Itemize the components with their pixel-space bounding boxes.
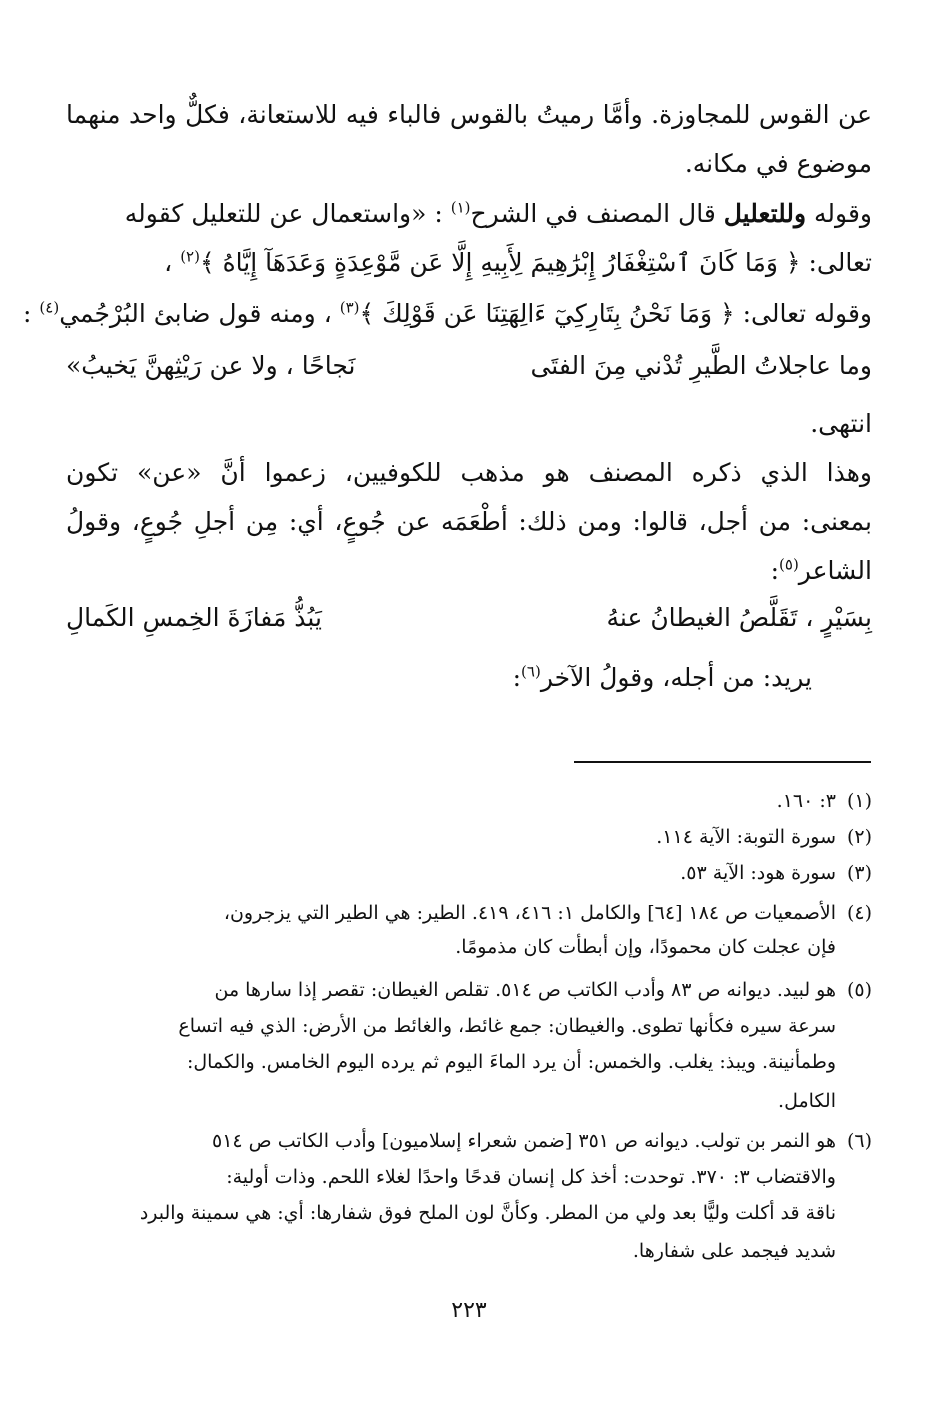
body-line (6, 658, 812, 698)
footnote-ref: (١) (450, 198, 471, 217)
footnote-ref: (٥) (779, 555, 799, 574)
body-text: : (770, 556, 780, 585)
body-text: ، ومنه قول ضابئ البُرْجُمي (59, 299, 332, 328)
body-text: : «واستعمال عن للتعليل كقوله (124, 199, 443, 228)
footnote-continuation: شديد فيجمد على شفارها. (632, 1240, 836, 1262)
verse-hemistich-left: نَجاحًا ، ولا عن رَيْثِهنَّ يَخيبُ» (66, 351, 356, 380)
footnote-continuation: الكامل. (778, 1090, 836, 1112)
body-line: عن القوس للمجاوزة. وأمَّا رميتُ بالقوس فالباء فيه للاستعانة، فكلٌّ واحد منهما (66, 100, 872, 129)
footnote-continuation: فإن عجلت كان محمودًا، وإن أبطأت كان مذمومًا. (455, 936, 836, 958)
footnote-text: ٣: ١٦٠. (776, 790, 836, 812)
body-text: ، (164, 248, 173, 277)
body-text: الشاعر (798, 556, 872, 585)
body-line: موضوع في مكانه. (684, 149, 872, 178)
body-text: قال المصنف في الشرح (470, 199, 716, 228)
body-line (66, 243, 872, 283)
body-line: وهذا الذي ذكره المصنف هو مذهب للكوفيين، زعموا أنَّ «عن» تكون (66, 458, 872, 487)
footnote (66, 822, 872, 853)
footnote-text: سورة هود: الآية ٥٣. (680, 862, 836, 884)
verse-hemistich-right: وما عاجلاتُ الطَّيرِ تُدْني مِنَ الفتَى (530, 351, 872, 380)
footnote-number: (٦) (846, 1130, 872, 1152)
footnote (66, 786, 872, 817)
footnote-continuation: والاقتضاب ٣: ٣٧٠. توحدت: أخذ كل إنسان قدحًا واحدًا لغلاء اللحم. وذات أولية: (226, 1166, 836, 1188)
body-line (66, 194, 872, 234)
body-text: يريد: من أجله، وقولُ الآخر (540, 663, 812, 692)
quran-quote: وقوله تعالى: ﴿ وَمَا نَحْنُ بِتَارِكِيٓ ءَالِهَتِنَا عَن قَوْلِكَ ﴾ (359, 299, 872, 328)
footnote-number: (٥) (846, 979, 872, 1001)
verse-hemistich-left: يَبُذُّ مَفازَةَ الخِمسِ الكَمالِ (66, 603, 322, 632)
footnote-text: سورة التوبة: الآية ١١٤. (656, 826, 836, 848)
footnote-ref: (٤) (39, 298, 60, 317)
footnote (66, 1126, 872, 1157)
footnote-text: الأصمعيات ص ١٨٤ [٦٤] والكامل ١: ٤١٦، ٤١٩. الطير: هي الطير التي يزجرون، (223, 902, 836, 924)
footnote-number: (٣) (846, 862, 872, 884)
footnote-continuation: وطمأنينة. ويبذ: يغلب. والخمس: أن يرد الماءَ اليوم ثم يرده اليوم الخامس. والكمال: (186, 1051, 836, 1073)
footnote-ref: (٦) (521, 662, 541, 681)
footnote-number: (٢) (846, 826, 872, 848)
footnote-text: هو لبيد. ديوانه ص ٨٣ وأدب الكاتب ص ٥١٤. تقلص الغيطان: تقصر إذا سارها من (214, 979, 836, 1001)
page-number: ٢٢٣ (451, 1298, 487, 1323)
body-line: انتهى. (810, 409, 872, 438)
body-text: : (512, 663, 522, 692)
body-line: بمعنى: من أجل، قالوا: ومن ذلك: أطْعَمَه عن جُوعٍ، أي: مِن أجلِ جُوعٍ، وقولُ (66, 507, 872, 536)
footnote-text: هو النمر بن تولب. ديوانه ص ٣٥١ [ضمن شعراء إسلاميون] وأدب الكاتب ص ٥١٤ (212, 1130, 836, 1152)
footnote-number: (١) (846, 790, 872, 812)
footnote-number: (٤) (846, 902, 872, 924)
footnote-continuation: سرعة سيره فكأنها تطوى. والغيطان: جمع غائط، والغائط من الأرض: الذي فيه اتساع (178, 1015, 836, 1037)
quran-quote: تعالى: ﴿ وَمَا كَانَ ٱسْتِغْفَارُ إِبْرَٰهِيمَ لِأَبِيهِ إِلَّا عَن مَّوْعِدَةٍ وَعَدَهَآ إِيَّاهُ ﴾ (199, 248, 872, 277)
body-text: وقوله (814, 199, 872, 228)
footnote-ref: (٢) (180, 247, 200, 266)
body-text: : (23, 299, 32, 328)
body-line (66, 551, 872, 591)
bold-term: وللتعليل (723, 199, 807, 228)
footnote (66, 975, 872, 1006)
footnote-separator (574, 761, 871, 763)
footnote-continuation: ناقة قد أكلت وليًّا بعد ولي من المطر. وكأنَّ لون الملح فوق شفارها: أي: هي سمينة والبرد (139, 1202, 836, 1224)
body-line (23, 294, 872, 334)
footnote (66, 898, 872, 929)
footnote (66, 858, 872, 889)
footnote-ref: (٣) (339, 298, 360, 317)
verse-hemistich-right: بِسَيْرٍ ، تَقَلَّصُ الغيطانُ عنهُ (606, 603, 872, 632)
